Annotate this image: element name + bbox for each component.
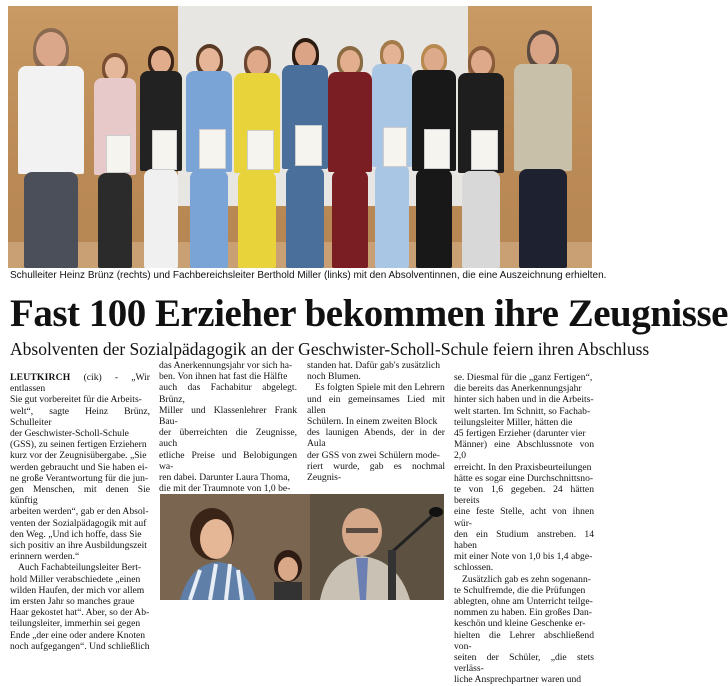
photo-person [138, 46, 184, 268]
article-line: standen hat. Dafür gab's zusätzlich [307, 360, 441, 371]
article-line: Ende „der eine oder andere Knoten [10, 629, 146, 641]
group-photo [8, 6, 592, 268]
article-line: erinnern werden.“ [10, 551, 80, 563]
article-line: Es folgten Spiele mit den Lehrern [315, 382, 445, 394]
article-line: riert wurde, gab es nochmal Zeugnis- [307, 460, 445, 484]
photo-person [326, 46, 374, 268]
article-line: ablegten, ohne am Unterricht teilge- [454, 596, 593, 608]
headline: Fast 100 Erzieher bekommen ihre Zeugnisse [10, 292, 728, 335]
article-line: Haar gekostet hat“. Aber, so der Ab- [10, 607, 150, 619]
article-line: und ein gemeinsames Lied mit allen [307, 393, 445, 416]
article-line: hinter sich haben und in die Arbeits- [454, 394, 594, 406]
article-line: kurz vor der Zeugnisübergabe. „Sie [10, 450, 147, 462]
photo-person [184, 44, 234, 268]
article-line: der überreichten die Zeugnisse, auch [159, 427, 297, 450]
photo-person [92, 53, 138, 268]
article-line: Zusätzlich gab es zehn sogenann- [462, 573, 591, 585]
article-line: welt starten. Im Schnitt, so Fachab- [454, 405, 591, 417]
article-line: werden gebraucht und Sie haben ei- [10, 461, 148, 473]
ceremony-photo-art [160, 494, 444, 600]
article-line: noch aufgegangen“. Und schließlich [10, 640, 150, 652]
article-line: wilden Haufen, der mich vor allem [10, 584, 145, 596]
article-line: venten der Sozialpädagogik mit auf [10, 517, 147, 529]
article-line: im ersten Jahr so manches graue [10, 596, 135, 608]
photo-person [232, 46, 282, 268]
article-line: schlossen. [454, 562, 494, 574]
article-line: hätte es sogar eine Durchschnittsno- [454, 472, 594, 484]
article-line: hold Miller verabschiedete „einen [10, 573, 141, 585]
article-line: te Schulfremde, die die Prüfungen [454, 584, 586, 596]
article-line: arbeiten werden“, gab er den Absol- [10, 506, 149, 518]
article-line: erreicht. In den Praxisbeurteilungen [454, 461, 592, 473]
article-line: Miller und Klassenlehrer Frank Bau- [159, 404, 297, 428]
photo-person [16, 28, 86, 268]
article-line: der GSS von zwei Schülern mode- [307, 449, 440, 461]
article-column-3 [307, 360, 445, 483]
column-1-first-line [10, 372, 150, 394]
article-line: die bereits das Anerkennungsjahr [454, 383, 582, 395]
article-line: Sie gut vorbereitet für die Arbeits- [10, 394, 142, 406]
article-line: die mit der Traumnote von 1,0 be- [159, 483, 291, 495]
column-3-lines [307, 360, 445, 483]
photo-person [456, 46, 506, 268]
column-1-lines [10, 394, 150, 652]
article-line: eine feste Stelle, acht von ihnen wür- [454, 506, 594, 529]
article-line: 45 fertigen Erzieher (darunter vier [454, 428, 586, 440]
article-line: etliche Preise und Belobigungen wa- [159, 449, 297, 472]
article-line: auch das Fachabitur abgelegt. Brünz, [159, 382, 297, 405]
photo-person [410, 44, 458, 268]
article-line: den Weg. „Und ich hoffe, dass Sie [10, 528, 142, 540]
article-column-2 [159, 360, 297, 494]
article-line: des launigen Abends, der in der Aula [307, 427, 445, 450]
line: „Wir entlassen [10, 372, 150, 395]
article-line: nommen zu haben. Ein großes Dan- [454, 607, 593, 619]
article-line: der Geschwister-Scholl-Schule [10, 428, 129, 440]
article-line: teilungsleiter Miller, hätten die [454, 416, 573, 428]
column-2-lines [159, 360, 297, 494]
article-line: liche Ansprechpartner waren und [454, 674, 582, 686]
article-line: mit einer Note von 1,0 bis 1,4 abge- [454, 551, 593, 563]
article-line: (GSS), zu seinen fertigen Erziehern [10, 439, 147, 451]
ceremony-photo [160, 494, 444, 600]
article-line: noch Blumen. [307, 371, 361, 383]
article-line: welt“, sagte Heinz Brünz, Schulleiter [10, 405, 150, 428]
article-line: das Anerkennungsjahr vor sich ha- [159, 360, 293, 371]
article-line: teilungsleiter, immerhin sei gegen [10, 618, 141, 630]
photo-person [280, 38, 330, 268]
article-line: te von 1,6 gegeben. 24 hätten bereits [454, 484, 594, 507]
article-line: gen Menschen, mit denen Sie künftig [10, 484, 150, 507]
article-line: Auch Fachabteilungsleiter Bert- [18, 562, 142, 574]
photo-person [512, 30, 574, 268]
article-line: Männer) eine Abschlussnote von 2,0 [454, 439, 594, 462]
article-line: Schülern. In einem zweiten Block [307, 416, 438, 428]
article-line: seiten der Schüler, „die stets verläss- [454, 652, 594, 675]
article-line: den ein Studium anstreben. 14 haben [454, 528, 594, 552]
article-line: sich positiv an ihre Ausbildungszeit [10, 540, 147, 552]
subheadline: Absolventen der Sozialpädagogik an der Geschwister-Scholl-Schule feiern ihren Abschluss [10, 339, 650, 359]
article-line: ren dabei. Darunter Laura Thoma, [159, 472, 290, 484]
dateline: LEUTKIRCH [10, 372, 71, 383]
article-line: keschön und kleine Geschenke er- [454, 618, 586, 630]
article-line: ben. Von ihnen hat fast die Hälfte [159, 371, 288, 383]
column-4-lines [454, 372, 594, 686]
article-column-4 [454, 372, 594, 686]
author-tag: (cik) - [83, 372, 119, 383]
photo-person [370, 40, 414, 268]
photo-caption: Schulleiter Heinz Brünz (rechts) und Fachbereichsleiter Berthold Miller (links) mit den Absolventinnen, die eine Auszeichnung erhielten. [10, 270, 607, 281]
article-column-1 [10, 372, 150, 652]
article-line: hielten die Lehrer abschließend von- [454, 629, 594, 652]
article-line: ne große Verantwortung für die jun- [10, 472, 149, 484]
article-line: se. Diesmal für die „ganz Fertigen“, [454, 372, 593, 383]
